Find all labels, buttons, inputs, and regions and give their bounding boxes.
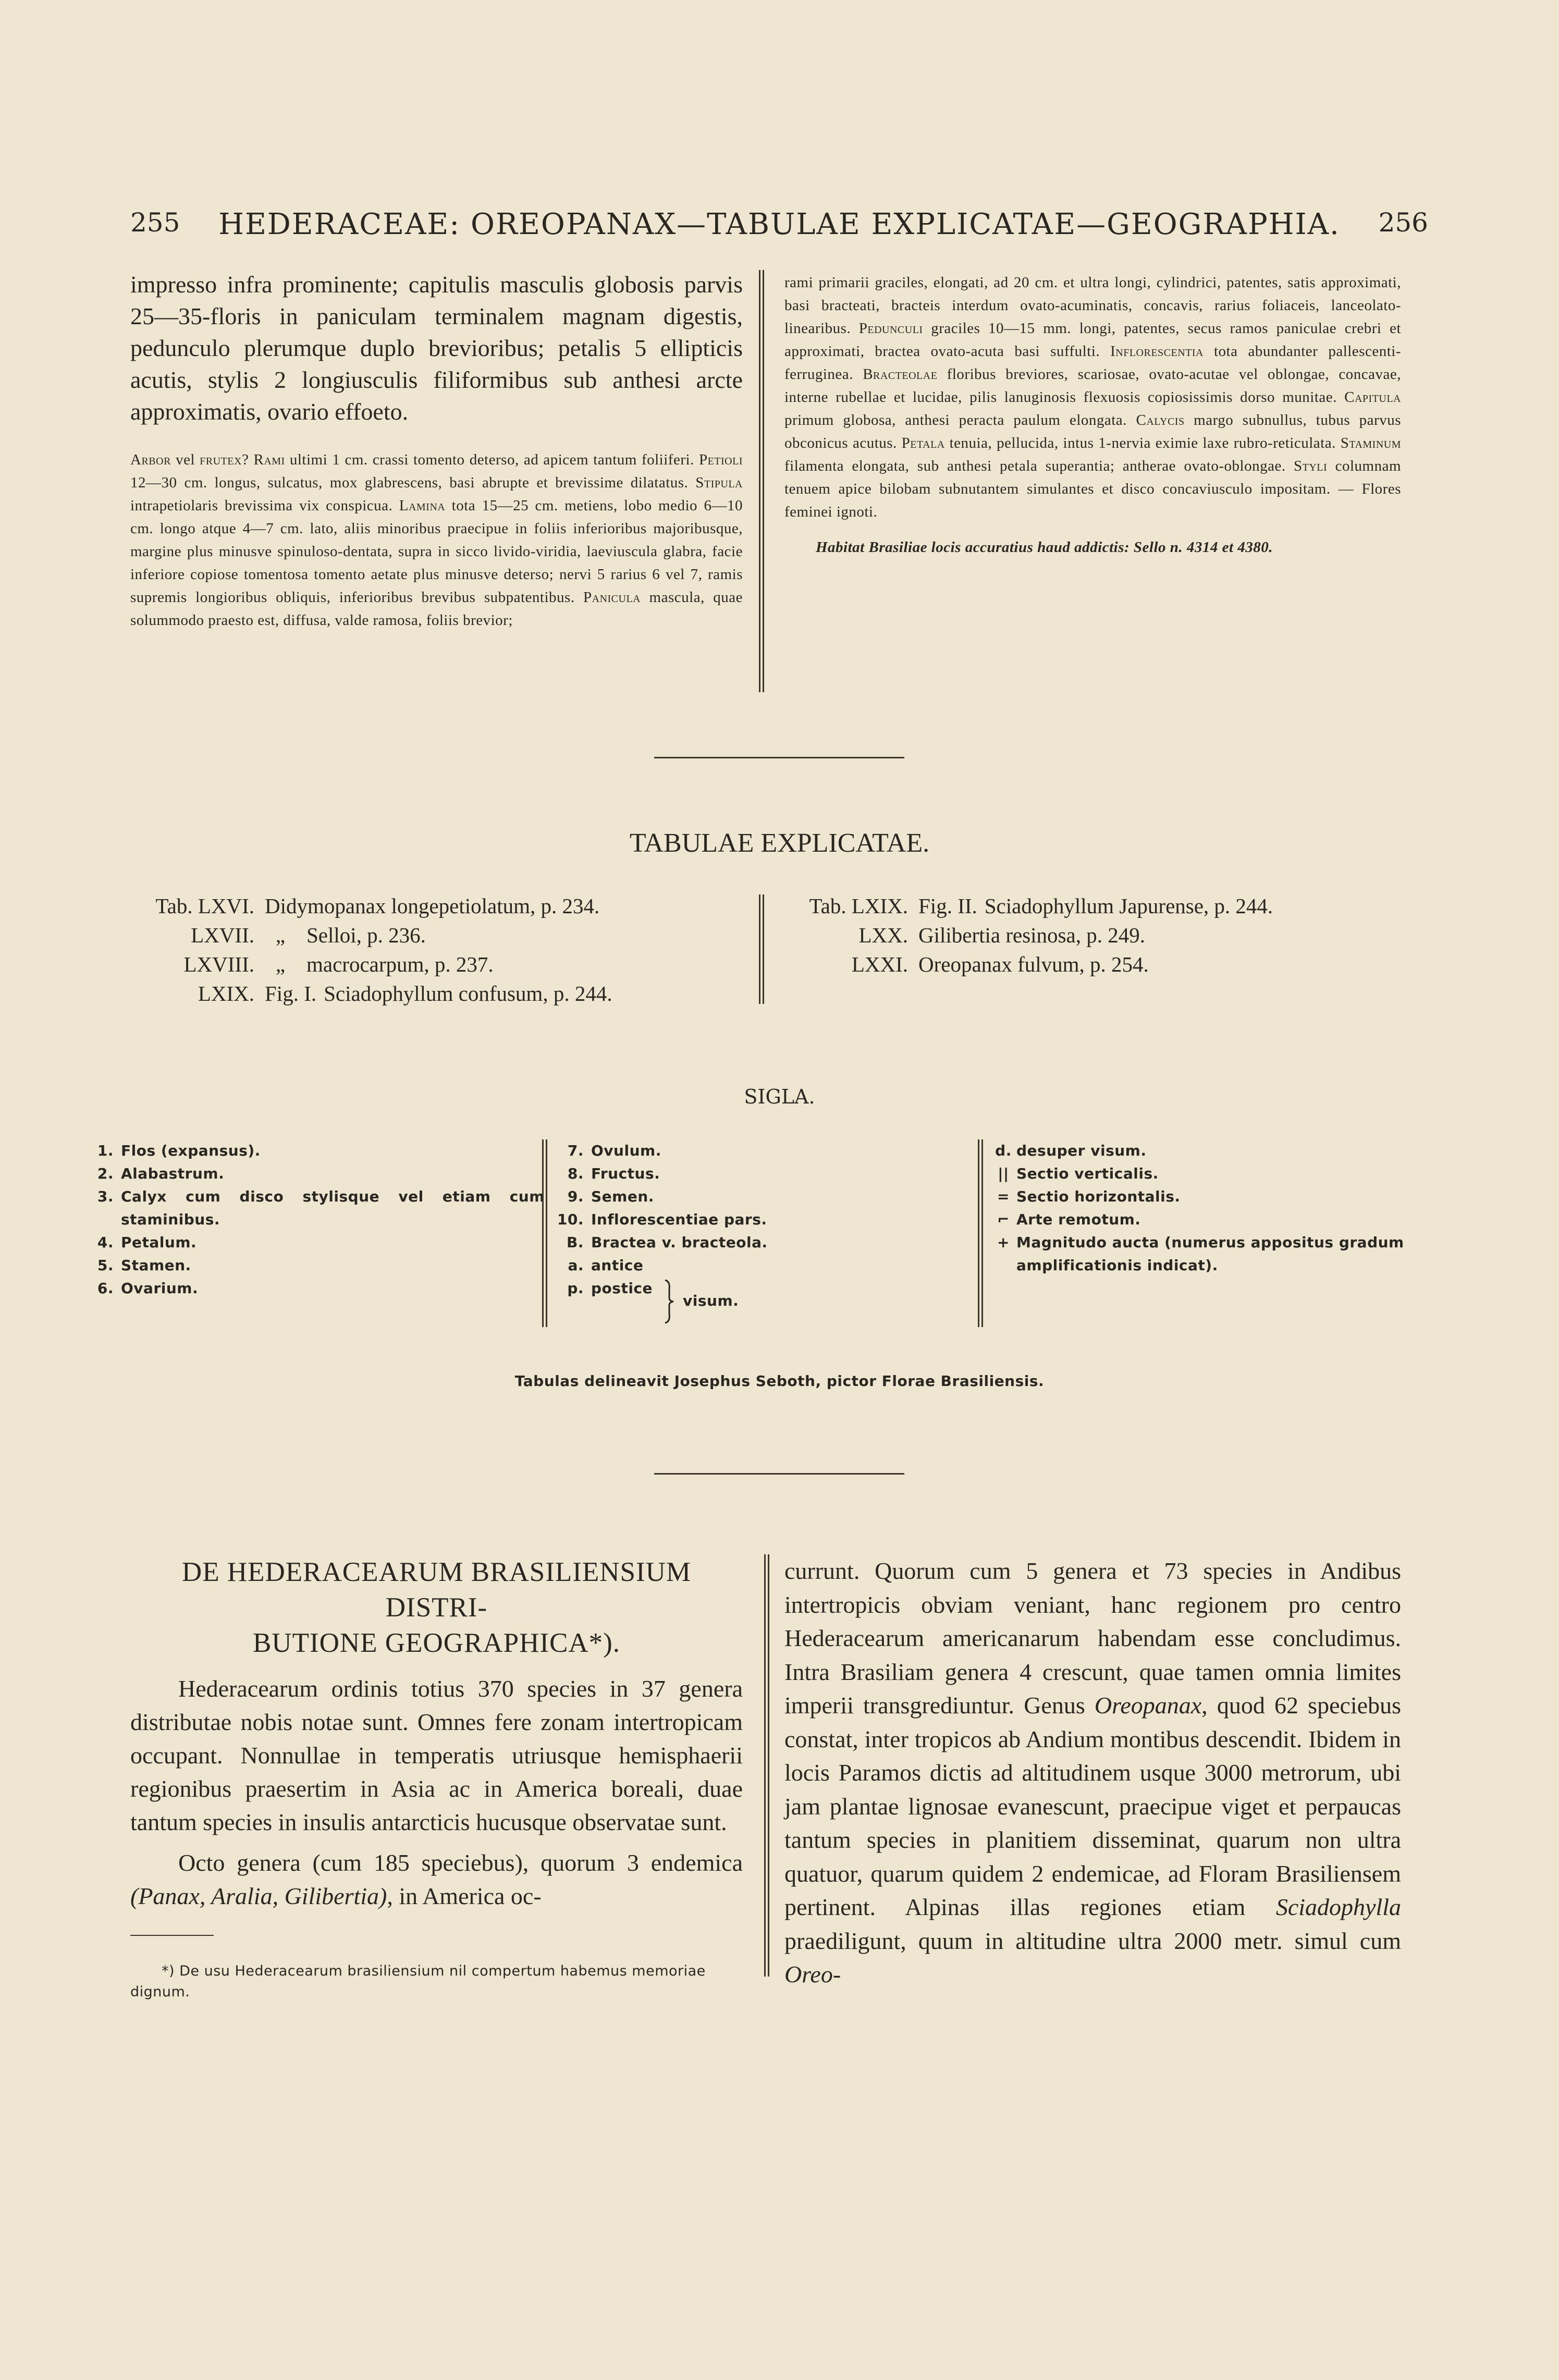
top-right-column bbox=[784, 271, 1401, 559]
sigla-value: Magnitudo aucta (numerus appositus gradum bbox=[1016, 1234, 1404, 1251]
text-run: rami primarii graciles, elongati, ad 20 cm. et ultra longi, cylindrici, patentes, satis approximati, basi bracteati, bracteis interdum ovato-acuminatis, concavis, rarius foliaceis, lanceolato-linearibus. bbox=[784, 274, 1401, 337]
text-run: floribus breviores, scariosae, ovato-acutae vel oblongae, concavae, interne rubellae et lucidae, pilis lanuginosis flexuosis copiosissimis dorso munitae. bbox=[784, 366, 1401, 406]
sigla-col-2 bbox=[553, 1139, 844, 1309]
section-rule-2 bbox=[654, 1473, 904, 1475]
sigla-item bbox=[553, 1162, 844, 1185]
tab-row bbox=[134, 891, 750, 921]
sigla-key: ⌐ bbox=[997, 1211, 1010, 1228]
tab-row bbox=[788, 891, 1403, 921]
tab-text: Oreopanax fulvum, p. 254. bbox=[918, 952, 1149, 976]
sigla-value: Sectio verticalis. bbox=[1016, 1165, 1159, 1182]
section-heading bbox=[130, 1554, 743, 1661]
brace-icon bbox=[663, 1279, 676, 1324]
label-petala: Petala bbox=[901, 435, 945, 451]
page-number-right: 256 bbox=[1378, 207, 1428, 238]
sigla-item bbox=[553, 1139, 844, 1162]
sigla-visum: visum. bbox=[683, 1292, 739, 1309]
endemic-genera: (Panax, Aralia, Gilibertia) bbox=[130, 1883, 387, 1909]
text-run: Octo genera (cum 185 speciebus), quorum 3 endemica bbox=[178, 1849, 743, 1876]
text-run: ? bbox=[241, 451, 254, 468]
text-run: currunt. Quorum cum 5 genera et 73 species in Andibus intertropicis obviam veniant, hanc regionem pro centro Hederacearum americanarum habendam esse concludimus. Intra Brasiliam genera 4 crescunt, quae tamen omnia limites imperii transgrediuntur. Genus bbox=[784, 1557, 1401, 1719]
sigla-key: = bbox=[997, 1188, 1010, 1205]
label-rami: Rami bbox=[253, 451, 285, 468]
tabulae-left bbox=[134, 891, 750, 1008]
footnote: *) De usu Hederacearum brasiliensium nil compertum habemus memoriae dignum. bbox=[130, 1963, 706, 2000]
label-inflorescentia: Inflorescentia bbox=[1110, 343, 1204, 360]
section-heading-line: DE HEDERACEARUM BRASILIENSIUM DISTRI- bbox=[181, 1557, 692, 1623]
text-run: 12—30 cm. longus, sulcatus, mox glabrescens, basi abrupte et brevissime dilatatus. bbox=[130, 474, 696, 491]
tab-fig: Fig. I. bbox=[265, 982, 317, 1005]
sigla-divider-1 bbox=[542, 1139, 547, 1327]
column-divider-geo bbox=[764, 1554, 769, 1977]
sigla-value: Sectio horizontalis. bbox=[1016, 1188, 1181, 1205]
geo-left-column bbox=[130, 1554, 743, 2003]
text-run: tota 15—25 cm. metiens, lobo medio 6—10 cm. longo atque 4—7 cm. lato, aliis minoribus praecipue in foliis inferioribus majoribusque, margine plus minusve spinuloso-dentata, supra in sicco livido-viridia, laeviuscula glabra, facie inferiore copiose tomentosa tomento aetate plus minusve deterso; nervi 5 rarius 6 vel 7, ramis supremis longioribus obliquis, inferioribus brevibus subpatentibus. bbox=[130, 497, 743, 606]
text-run: filamenta elongata, sub anthesi petala superantia; antherae ovato-oblongae. bbox=[784, 458, 1294, 474]
tab-fig: Fig. II. bbox=[918, 894, 977, 918]
label-frutex: frutex bbox=[200, 451, 242, 468]
section-rule-1 bbox=[654, 757, 904, 758]
tabulae-title: TABULAE EXPLICATAE. bbox=[629, 828, 930, 858]
sigla-key: 3. bbox=[97, 1188, 114, 1205]
sigla-item bbox=[990, 1208, 1428, 1231]
sigla-item bbox=[90, 1254, 522, 1277]
sigla-key: a. bbox=[568, 1257, 584, 1274]
tab-number: LXIX. bbox=[198, 982, 254, 1005]
text-run: primum globosa, anthesi peracta paulum elongata. bbox=[784, 412, 1136, 428]
paragraph-rami bbox=[784, 271, 1401, 523]
sigla-item bbox=[553, 1231, 844, 1254]
genus-oreo: Oreo- bbox=[784, 1961, 841, 1988]
text-run: intrapetiolaris brevissima vix conspicua. bbox=[130, 497, 399, 514]
sigla-value: Calyx cum disco stylisque vel etiam cum bbox=[121, 1188, 545, 1205]
sigla-value: Bractea v. bracteola. bbox=[591, 1234, 768, 1251]
paragraph-hederacearum: Hederacearum ordinis totius 370 species in 37 genera distributae nobis notae sunt. Omnes fere zonam intertropicam occupant. Nonnullae in temperatis utriusque hemisphaerii regionibus praesertim in Asia ac in America boreali, duae tantum species in insulis antarcticis hucusque observatae sunt. bbox=[130, 1675, 743, 1835]
sigla-key: 6. bbox=[97, 1280, 114, 1297]
label-capitula: Capitula bbox=[1344, 389, 1401, 406]
sigla-key: p. bbox=[567, 1280, 584, 1297]
paragraph-octo-genera bbox=[130, 1846, 743, 1913]
label-staminum: Staminum bbox=[1340, 435, 1402, 451]
label-pedunculi: Pedunculi bbox=[858, 320, 923, 337]
sigla-item bbox=[553, 1208, 844, 1231]
tab-row bbox=[134, 921, 750, 950]
sigla-item bbox=[990, 1162, 1428, 1185]
sigla-col-1 bbox=[90, 1139, 545, 1300]
sigla-value: Inflorescentiae pars. bbox=[591, 1211, 767, 1228]
sigla-item bbox=[90, 1139, 522, 1162]
paragraph-currunt bbox=[784, 1554, 1401, 1992]
genus-oreopanax: Oreopanax bbox=[1094, 1692, 1202, 1719]
section-heading-line: BUTIONE GEOGRAPHICA*). bbox=[252, 1628, 621, 1658]
sigla-divider-2 bbox=[978, 1139, 983, 1327]
text-run: praediligunt, quum in altitudine ultra 2000 metr. simul cum bbox=[784, 1927, 1401, 1954]
sigla-value: staminibus. bbox=[121, 1211, 220, 1228]
geo-right-column bbox=[784, 1554, 1401, 1992]
running-header bbox=[130, 207, 1428, 249]
sigla-item bbox=[553, 1185, 844, 1208]
sigla-item bbox=[90, 1162, 522, 1185]
sigla-value: desuper visum. bbox=[1016, 1142, 1147, 1159]
tab-row bbox=[788, 950, 1403, 979]
text-run: margo subnullus, tubus parvus obconicus acutus. bbox=[784, 412, 1401, 451]
sigla-value: Ovarium. bbox=[121, 1280, 199, 1297]
sigla-title: SIGLA. bbox=[744, 1085, 815, 1108]
sigla-item bbox=[90, 1185, 545, 1208]
footnote-rule bbox=[130, 1935, 214, 1936]
tab-text: Gilibertia resinosa, p. 249. bbox=[918, 923, 1145, 947]
sigla-item bbox=[90, 1208, 522, 1231]
sigla-key: d. bbox=[995, 1142, 1012, 1159]
illustrator-credit: Tabulas delineavit Josephus Seboth, pictor Florae Brasiliensis. bbox=[514, 1372, 1045, 1390]
sigla-value: Petalum. bbox=[121, 1234, 197, 1251]
text-run: , quod 62 speciebus constat, inter tropicos ab Andium montibus descendit. Ibidem in locis Paramos dictis ad altitudinem usque 3000 metrorum, ubi jam plantae lignosae evanescunt, praecipue viget et perpaucas tantum species in planitiem disseminat, quarum non ultra quatuor, quarum quidem 2 endemicae, ad Floram Brasiliensem pertinent. Alpinas illas regiones etiam bbox=[784, 1692, 1401, 1920]
sigla-value: amplificationis indicat). bbox=[1016, 1257, 1218, 1274]
sigla-key: 7. bbox=[567, 1142, 584, 1159]
sigla-value: Fructus. bbox=[591, 1165, 660, 1182]
tab-number: LXX. bbox=[858, 923, 908, 947]
text-run: tota abundanter pallescenti-ferruginea. bbox=[784, 343, 1401, 383]
label-calycis: Calycis bbox=[1136, 412, 1185, 428]
sigla-value: Stamen. bbox=[121, 1257, 191, 1274]
sigla-key: || bbox=[998, 1165, 1009, 1182]
label-arbor: Arbor bbox=[130, 451, 171, 468]
text-run: mascula, quae solummodo praesto est, diffusa, valde ramosa, foliis brevior; bbox=[130, 589, 743, 629]
sigla-col-3 bbox=[990, 1139, 1428, 1277]
sigla-key: B. bbox=[567, 1234, 584, 1251]
tab-number: Tab. LXVI. bbox=[155, 894, 254, 918]
paragraph-description bbox=[130, 448, 743, 632]
label-lamina: Lamina bbox=[399, 497, 446, 514]
sigla-key: 1. bbox=[97, 1142, 114, 1159]
label-bracteolae: Bracteolae bbox=[863, 366, 938, 383]
tab-row bbox=[788, 921, 1403, 950]
sigla-key: 4. bbox=[97, 1234, 114, 1251]
tab-ditto: „ bbox=[275, 923, 286, 947]
column-divider-top bbox=[759, 270, 764, 692]
text-run: graciles 10—15 mm. longi, patentes, secus ramos paniculae crebri et approximati, bractea ovato-acuta basi suffulti. bbox=[784, 320, 1401, 360]
running-title: HEDERACEAE: OREOPANAX—TABULAE EXPLICATAE—GEOGRAPHIA. bbox=[218, 207, 1340, 241]
habitat-line: Habitat Brasiliae locis accuratius haud addictis: Sello n. 4314 et 4380. bbox=[816, 539, 1273, 556]
tab-number: Tab. LXIX. bbox=[809, 894, 908, 918]
tab-text: Didymopanax longepetiolatum, p. 234. bbox=[265, 894, 600, 918]
label-stipula: Stipula bbox=[695, 474, 743, 491]
genus-sciadophylla: Sciadophylla bbox=[1275, 1894, 1401, 1920]
tab-number: LXVIII. bbox=[183, 952, 254, 976]
sigla-item bbox=[90, 1277, 522, 1300]
sigla-key: 5. bbox=[97, 1257, 114, 1274]
sigla-item bbox=[990, 1254, 1428, 1277]
text-run: , in America oc- bbox=[387, 1883, 542, 1909]
tab-number: LXVII. bbox=[191, 923, 254, 947]
sigla-key: 10. bbox=[557, 1211, 584, 1228]
text-run: ultimi 1 cm. crassi tomento deterso, ad apicem tantum foliiferi. bbox=[285, 451, 699, 468]
sigla-value: Ovulum. bbox=[591, 1142, 661, 1159]
sigla-item bbox=[553, 1254, 844, 1277]
tab-text: Sciadophyllum confusum, p. 244. bbox=[324, 982, 612, 1005]
sigla-key: 9. bbox=[567, 1188, 584, 1205]
tab-row bbox=[134, 950, 750, 979]
sigla-value: Arte remotum. bbox=[1016, 1211, 1141, 1228]
sigla-value: Alabastrum. bbox=[121, 1165, 225, 1182]
tab-ditto: „ bbox=[275, 952, 286, 976]
tab-text: Sciadophyllum Japurense, p. 244. bbox=[984, 894, 1273, 918]
label-panicula: Panicula bbox=[583, 589, 641, 606]
column-divider-tabulae bbox=[759, 894, 764, 1004]
sigla-value: Semen. bbox=[591, 1188, 654, 1205]
sigla-key: + bbox=[997, 1234, 1010, 1251]
sigla-item bbox=[90, 1231, 522, 1254]
label-petioli: Petioli bbox=[698, 451, 743, 468]
text-run: columnam tenuem apice bilobam subnutantem simulantes et disco concaviusculo impositam. — Flores feminei ignoti. bbox=[784, 458, 1401, 520]
paragraph-impresso: impresso infra prominente; capitulis masculis globosis parvis 25—35-floris in paniculam terminalem magnam digestis, pedunculo plerumque duplo brevioribus; petalis 5 ellipticis acutis, stylis 2 longiusculis filiformibus sub anthesi arcte approximatis, ovario effoeto. bbox=[130, 271, 743, 425]
sigla-item bbox=[990, 1139, 1428, 1162]
tab-number: LXXI. bbox=[851, 952, 908, 976]
label-styli: Styli bbox=[1294, 458, 1328, 474]
sigla-key: 2. bbox=[97, 1165, 114, 1182]
sigla-item bbox=[990, 1231, 1428, 1254]
sigla-key: 8. bbox=[567, 1165, 584, 1182]
text-run: tenuia, pellucida, intus 1-nervia eximie laxe rubro-reticulata. bbox=[944, 435, 1341, 451]
sigla-item bbox=[990, 1185, 1428, 1208]
top-left-column bbox=[130, 268, 743, 632]
tabulae-right bbox=[788, 891, 1403, 979]
tab-text: Selloi, p. 236. bbox=[306, 923, 426, 947]
sigla-value: postice bbox=[591, 1280, 653, 1297]
sigla-value: Flos (expansus). bbox=[121, 1142, 261, 1159]
page-number-left: 255 bbox=[130, 207, 180, 238]
text-run: vel bbox=[170, 451, 200, 468]
tab-row bbox=[134, 979, 750, 1008]
tab-text: macrocarpum, p. 237. bbox=[306, 952, 494, 976]
sigla-value: antice bbox=[591, 1257, 644, 1274]
